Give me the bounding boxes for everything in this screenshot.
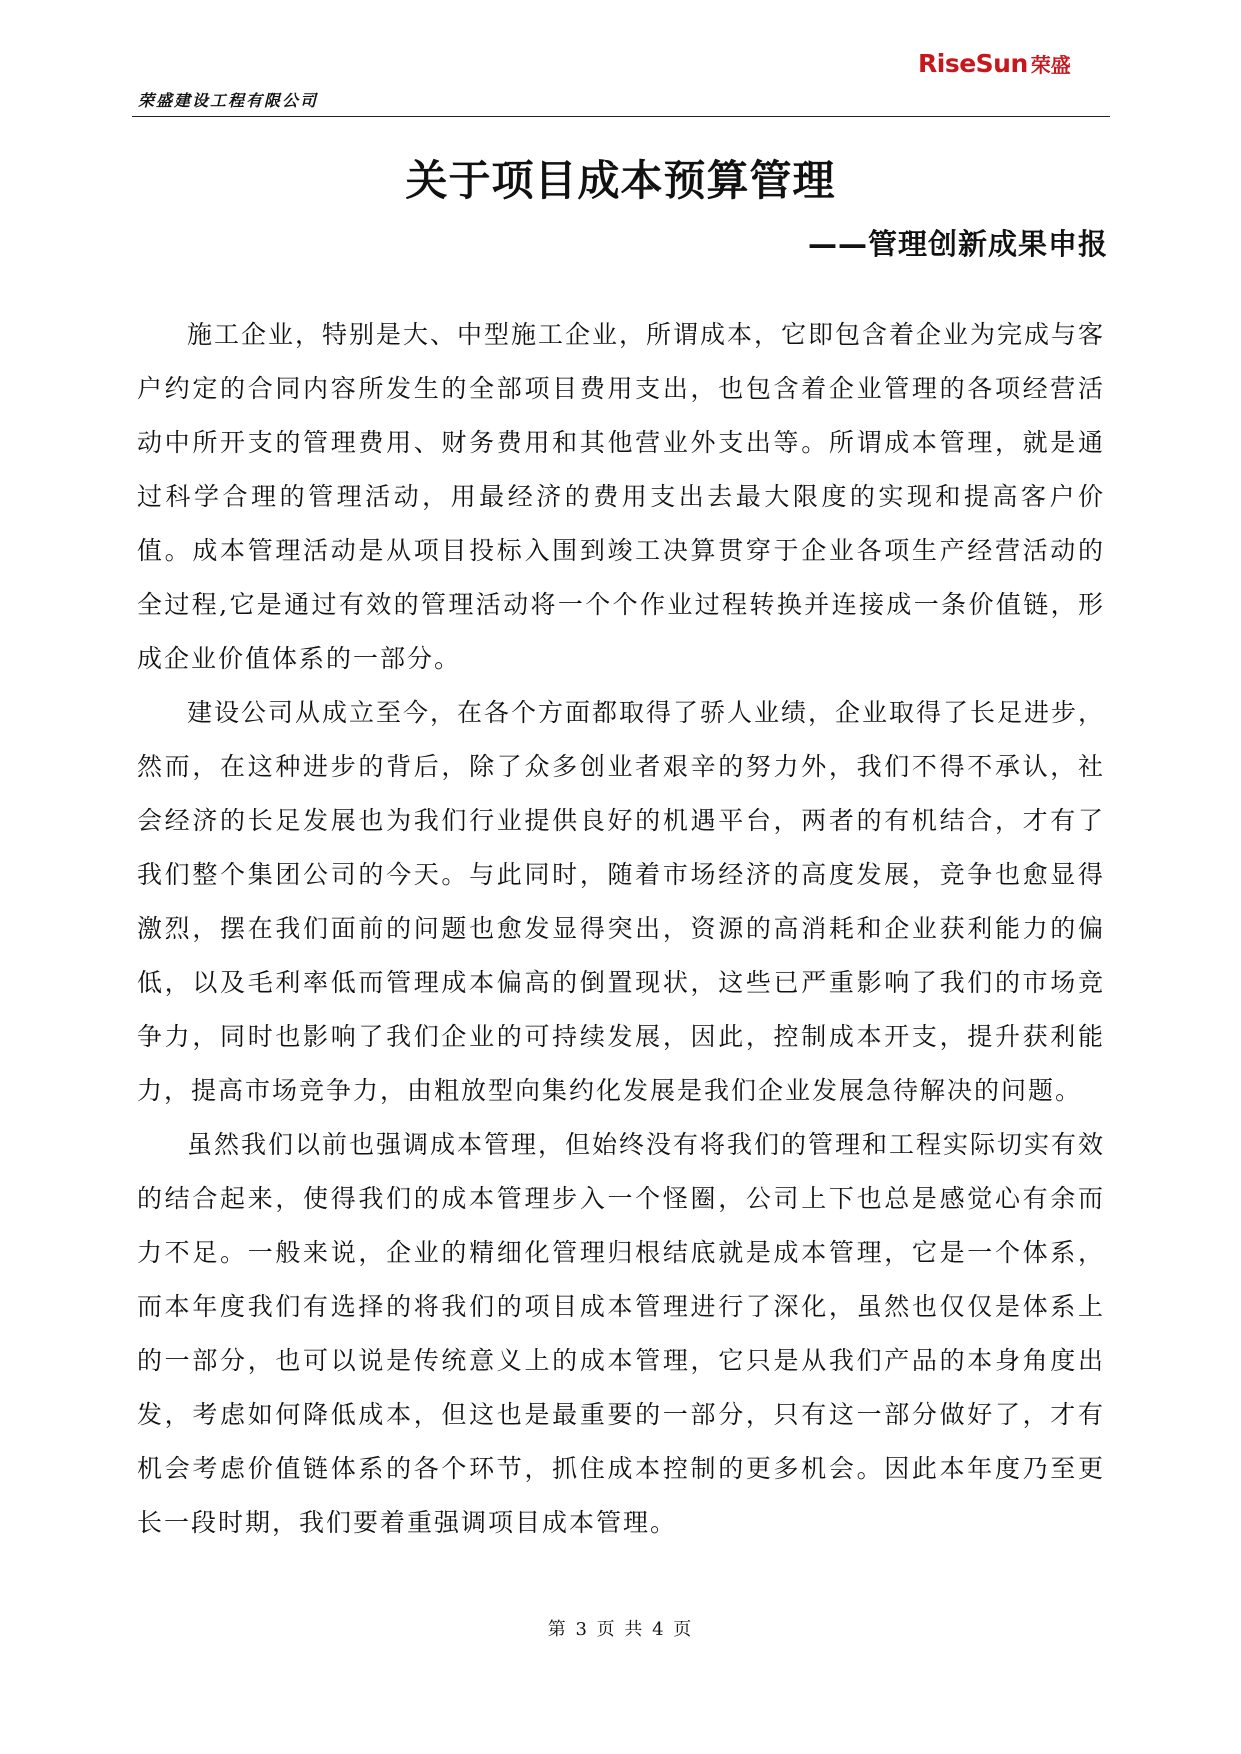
paragraph-2: 建设公司从成立至今，在各个方面都取得了骄人业绩，企业取得了长足进步，然而，在这种进步的背后，除了众多创业者艰辛的努力外，我们不得不承认，社会经济的长足发展也为我们行业提供良好的机遇平台，两者的有机结合，才有了我们整个集团公司的今天。与此同时，随着市场经济的高度发展，竞争也愈显得激烈，摆在我们面前的问题也愈发显得突出，资源的高消耗和企业获利能力的偏低，以及毛利率低而管理成本偏高的倒置现状，这些已严重影响了我们的市场竞争力，同时也影响了我们企业的可持续发展，因此，控制成本开支，提升获利能力，提高市场竞争力，由粗放型向集约化发展是我们企业发展急待解决的问题。 bbox=[137, 698, 1106, 1105]
page-number: 第 3 页 共 4 页 bbox=[547, 1619, 694, 1640]
paragraph-3: 虽然我们以前也强调成本管理，但始终没有将我们的管理和工程实际切实有效的结合起来，使得我们的成本管理步入一个怪圈，公司上下也总是感觉心有余而力不足。一般来说，企业的精细化管理归根结底就是成本管理，它是一个体系，而本年度我们有选择的将我们的项目成本管理进行了深化，虽然也仅仅是体系上的一部分，也可以说是传统意义上的成本管理，它只是从我们产品的本身角度出发，考虑如何降低成本，但这也是最重要的一部分，只有这一部分做好了，才有机会考虑价值链体系的各个环节，抓住成本控制的更多机会。因此本年度乃至更长一段时期，我们要着重强调项目成本管理。 bbox=[137, 1130, 1106, 1537]
logo-chinese-text: 荣盛 bbox=[1030, 52, 1071, 77]
document-subtitle: ——管理创新成果申报 bbox=[807, 227, 1108, 261]
logo-text: RiseSun bbox=[918, 48, 1028, 78]
header-divider bbox=[132, 116, 1110, 117]
paragraph-1: 施工企业，特别是大、中型施工企业，所谓成本，它即包含着企业为完成与客户约定的合同内容所发生的全部项目费用支出，也包含着企业管理的各项经营活动中所开支的管理费用、财务费用和其他营业外支出等。所谓成本管理，就是通过科学合理的管理活动，用最经济的费用支出去最大限度的实现和提高客户价值。成本管理活动是从项目投标入围到竣工决算贯穿于企业各项生产经营活动的全过程,它是通过有效的管理活动将一个个作业过程转换并连接成一条价值链，形成企业价值体系的一部分。 bbox=[137, 320, 1106, 673]
document-title: 关于项目成本预算管理 bbox=[405, 156, 836, 205]
document-body bbox=[137, 308, 1105, 1550]
company-name: 荣盛建设工程有限公司 bbox=[138, 91, 319, 110]
company-logo bbox=[918, 46, 1071, 80]
